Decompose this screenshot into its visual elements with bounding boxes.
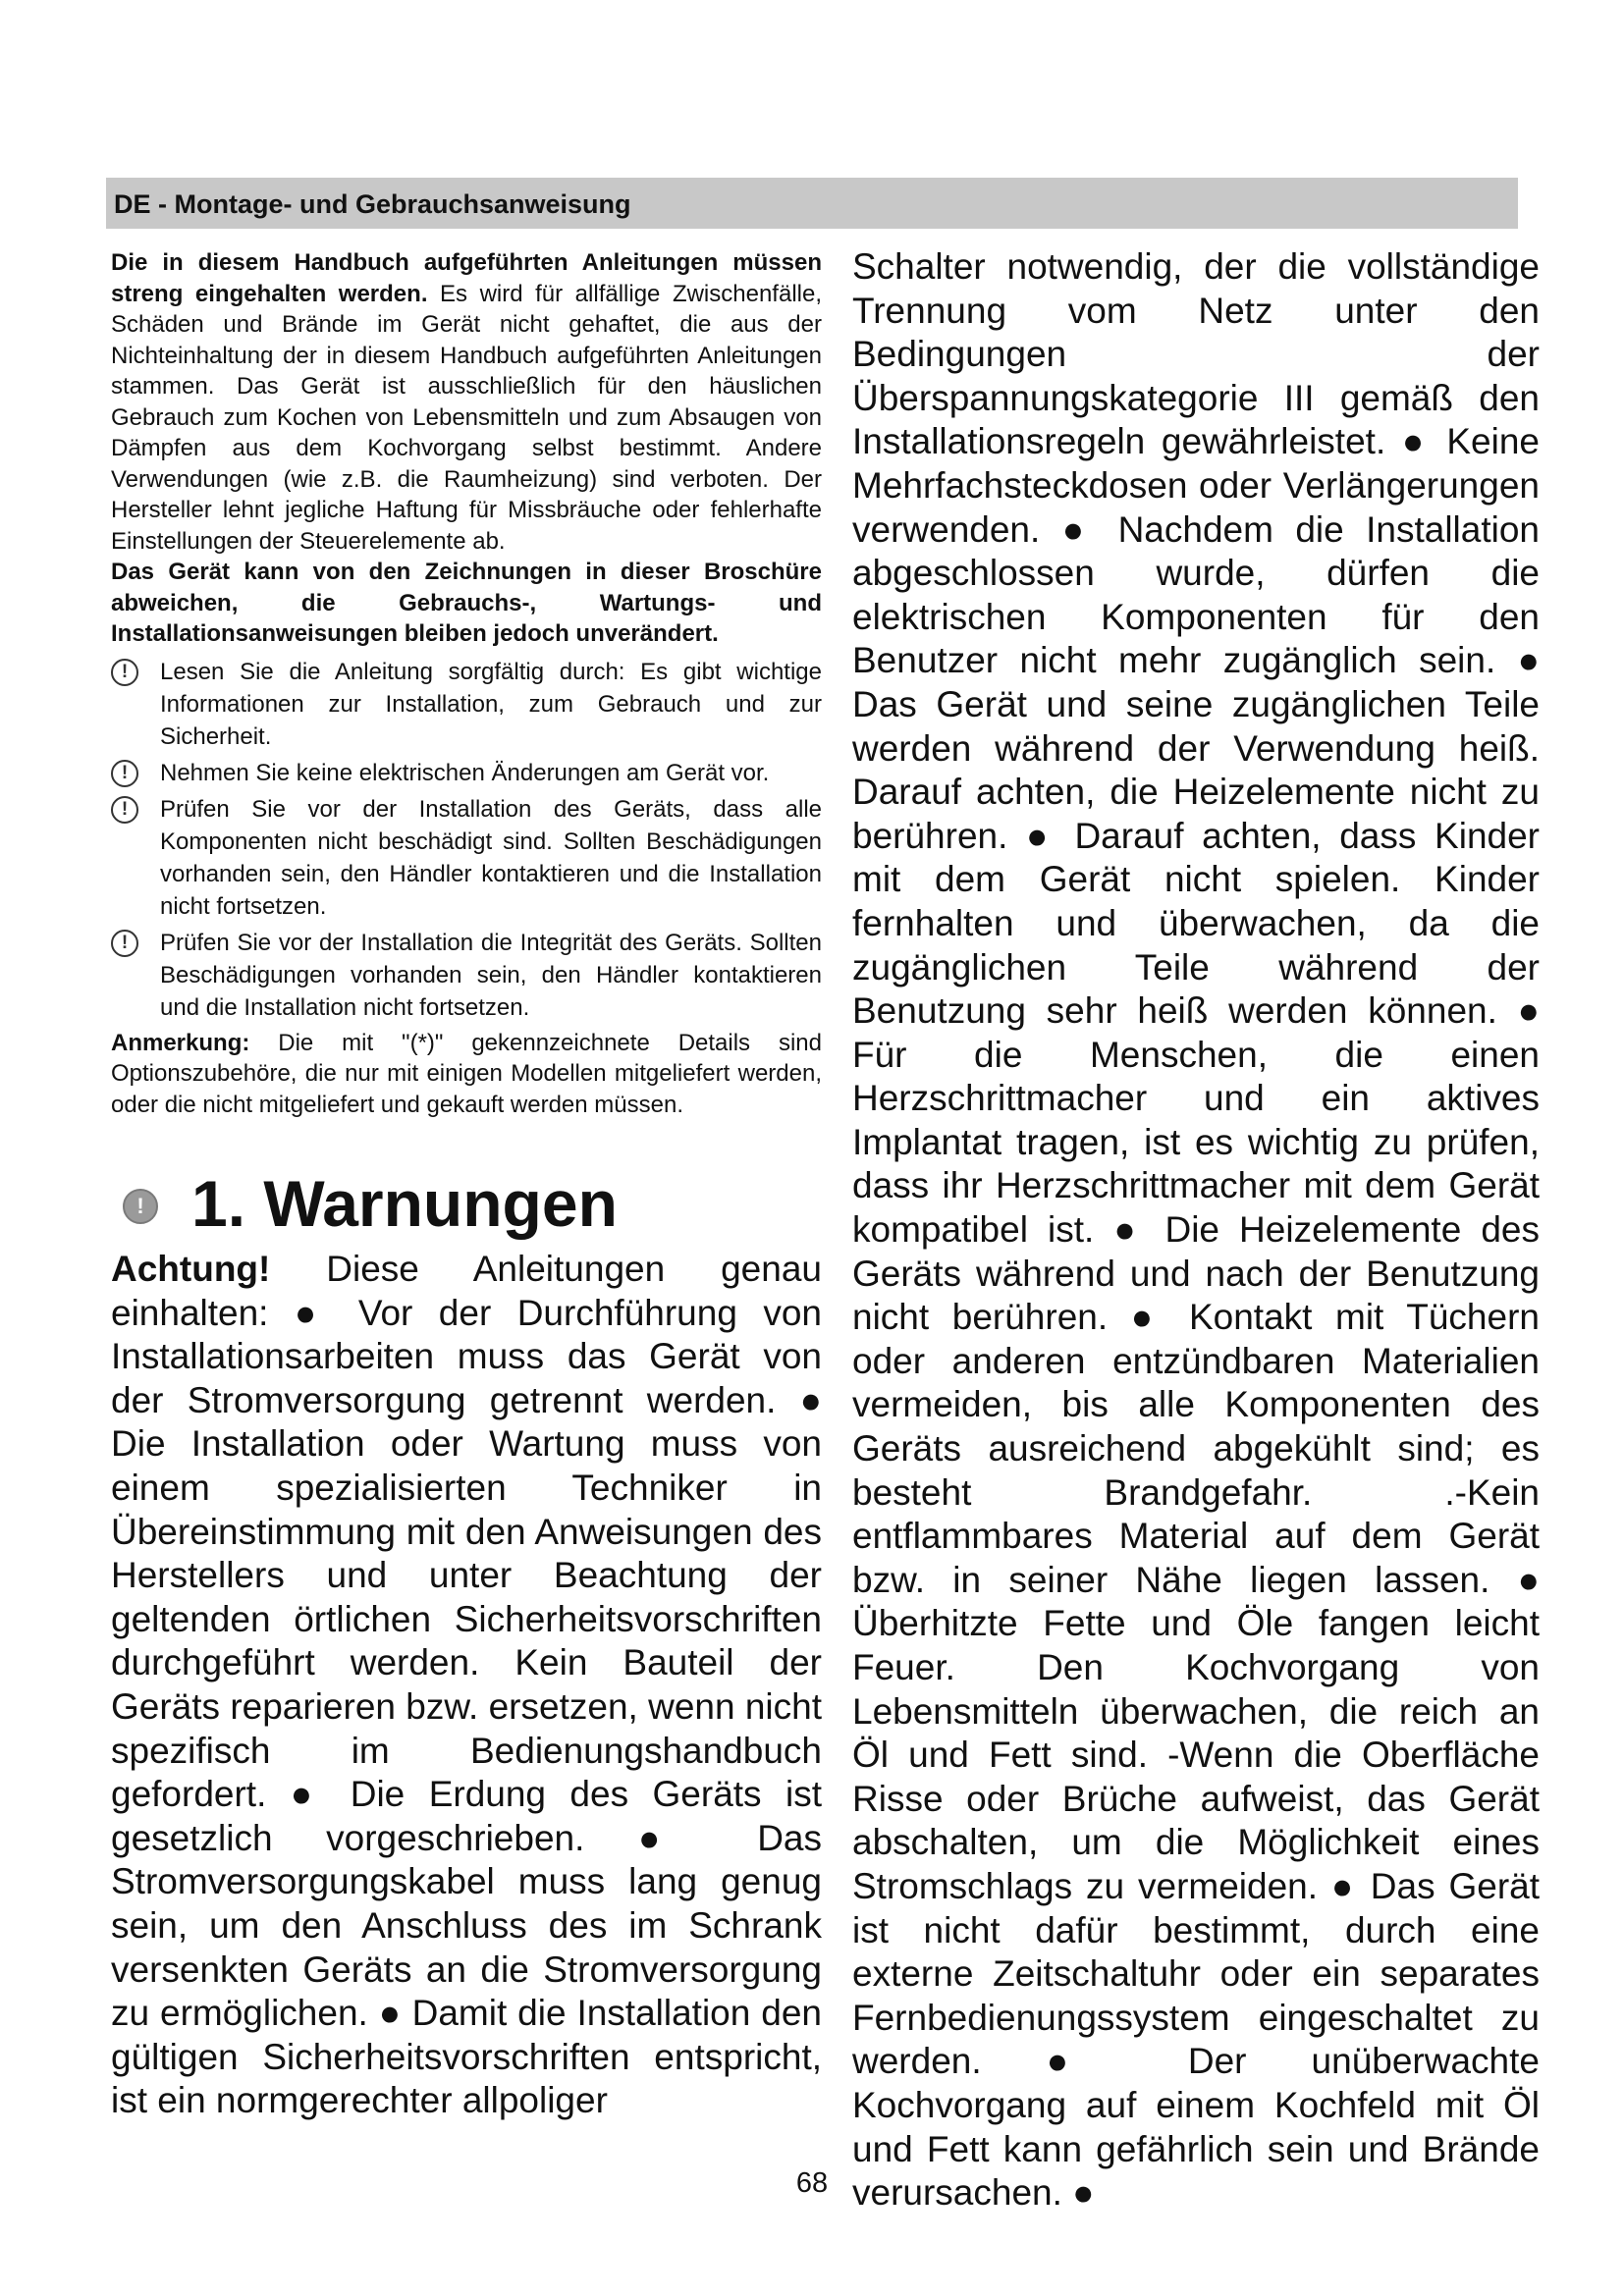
intro-paragraph <box>111 247 822 557</box>
section-heading <box>111 1159 822 1248</box>
page-number: 68 <box>795 2167 829 2199</box>
intro-text: Es wird für allfällige Zwischenfälle, Schäden und Brände im Gerät nicht gehaftet, die aus der Nichteinhaltung der in diesem Handbuch aufgeführten Anleitungen stammen. Das Gerät ist ausschließlich für den häuslichen Gebrauch zum Kochen von Lebensmitteln und zum Absaugen von Dämpfen aus dem Kochvorgang selbst bestimmt. Andere Verwendungen (wie z.B. die Raumheizung) sind verboten. Der Hersteller lehnt jegliche Haftung für Missbräuche oder fehlerhafte Einstellungen der Steuerelemente ab. <box>111 280 822 555</box>
warnings-right-paragraph: Schalter notwendig, der die vollständige Trennung vom Netz unter den Bedingungen der Überspannungskategorie III gemäß den Installationsregeln gewährleistet. ● Keine Mehrfachsteckdosen oder Verlängerungen verwenden. ● Nachdem die Installation abgeschlossen wurde, dürfen die elektrischen Komponenten für den Benutzer nicht mehr zugänglich sein. ● Das Gerät und seine zugänglichen Teile werden während der Verwendung heiß. Darauf achten, die Heizelemente nicht zu berühren. ● Darauf achten, dass Kinder mit dem Gerät nicht spielen. Kinder fernhalten und überwachen, da die zugänglichen Teile während der Benutzung sehr heiß werden können. ● Für die Menschen, die einen Herzschrittmacher und ein aktives Implantat tragen, ist es wichtig zu prüfen, dass ihr Herzschrittmacher mit dem Gerät kompatibel ist. ● Die Heizelemente des Geräts während und nach der Benutzung nicht berühren. ● Kontakt mit Tüchern oder anderen entzündbaren Materialien vermeiden, bis alle Komponenten des Geräts ausreichend abgekühlt sind; es besteht Brandgefahr. .-Kein entflammbares Material auf dem Gerät bzw. in seiner Nähe liegen lassen. ● Überhitzte Fette und Öle fangen leicht Feuer. Den Kochvorgang von Lebensmitteln überwachen, die reich an Öl und Fett sind. -Wenn die Oberfläche Risse oder Brüche aufweist, das Gerät abschalten, um die Möglichkeit eines Stromschlags zu vermeiden. ● Das Gerät ist nicht dafür bestimmt, durch eine externe Zeitschaltuhr oder ein separates Fernbedienungssystem eingeschaltet zu werden. ● Der unüberwachte Kochvorgang auf einem Kochfeld mit Öl und Fett kann gefährlich sein und Brände verursachen. ● <box>852 246 1540 2214</box>
warning-circle-icon: ! <box>111 930 138 957</box>
header-title: DE - Montage- und Gebrauchsanweisung <box>114 189 631 219</box>
note-item <box>111 927 822 1024</box>
note-item <box>111 656 822 753</box>
warnings-left-paragraph <box>111 1248 822 2123</box>
intro-bold-statement: Die in diesem Handbuch aufgeführten Anleitungen müssen streng eingehalten werden. <box>111 249 822 307</box>
warning-circle-icon: ! <box>111 659 138 686</box>
left-column <box>111 247 822 2123</box>
intro-bold-statement-2: Das Gerät kann von den Zeichnungen in dieser Broschüre abweichen, die Gebrauchs-, Wartungs- und Installationsanweisungen bleiben jedoch unverändert. <box>111 559 822 647</box>
note-text: Nehmen Sie keine elektrischen Änderungen am Gerät vor. <box>160 759 770 786</box>
note-text: Lesen Sie die Anleitung sorgfältig durch: Es gibt wichtige Informationen zur Installation, zum Gebrauch und zur Sicherheit. <box>160 658 822 750</box>
note-item <box>111 757 822 789</box>
note-text: Prüfen Sie vor der Installation des Geräts, dass alle Komponenten nicht beschädigt sind. Sollten Beschädigungen vorhanden sein, den Händler kontaktieren und die Installation nicht fortsetzen. <box>160 795 822 920</box>
note-item <box>111 793 822 923</box>
anmerkung-text: Die mit "(*)" gekennzeichnete Details sind Optionszubehöre, die nur mit einigen Modellen mitgeliefert werden, oder die nicht mitgeliefert und gekauft werden müssen. <box>111 1029 822 1118</box>
warning-circle-icon: ! <box>111 796 138 824</box>
anmerkung-label: Anmerkung: <box>111 1029 250 1056</box>
warnings-left-text: Diese Anleitungen genau einhalten: ● Vor der Durchführung von Installationsarbeiten muss das Gerät von der Stromversorgung getrennt werden. ● Die Installation oder Wartung muss von einem spezialisierten Techniker in Übereinstimmung mit den Anweisungen des Herstellers und unter Beachtung der geltenden örtlichen Sicherheitsvorschriften durchgeführt werden. Kein Bauteil der Geräts reparieren bzw. ersetzen, wenn nicht spezifisch im Bedienungshandbuch gefordert. ● Die Erdung des Geräts ist gesetzlich vorgeschrieben. ● Das Stromversorgungskabel muss lang genug sein, um den Anschluss des im Schrank versenkten Geräts an die Stromversorgung zu ermöglichen. ● Damit die Installation den gültigen Sicherheitsvorschriften entspricht, ist ein normgerechter allpoliger <box>111 1249 822 2121</box>
achtung-label: Achtung! <box>111 1249 271 1289</box>
warning-circle-icon: ! <box>111 760 138 787</box>
note-text: Prüfen Sie vor der Installation die Integrität des Geräts. Sollten Beschädigungen vorhanden sein, den Händler kontaktieren und die Installation nicht fortsetzen. <box>160 929 822 1021</box>
warning-triangle-icon <box>123 1189 158 1224</box>
document-header <box>106 178 1518 229</box>
anmerkung-paragraph <box>111 1028 822 1121</box>
section-title: 1. Warnungen <box>191 1167 618 1240</box>
right-column <box>852 245 1540 2216</box>
